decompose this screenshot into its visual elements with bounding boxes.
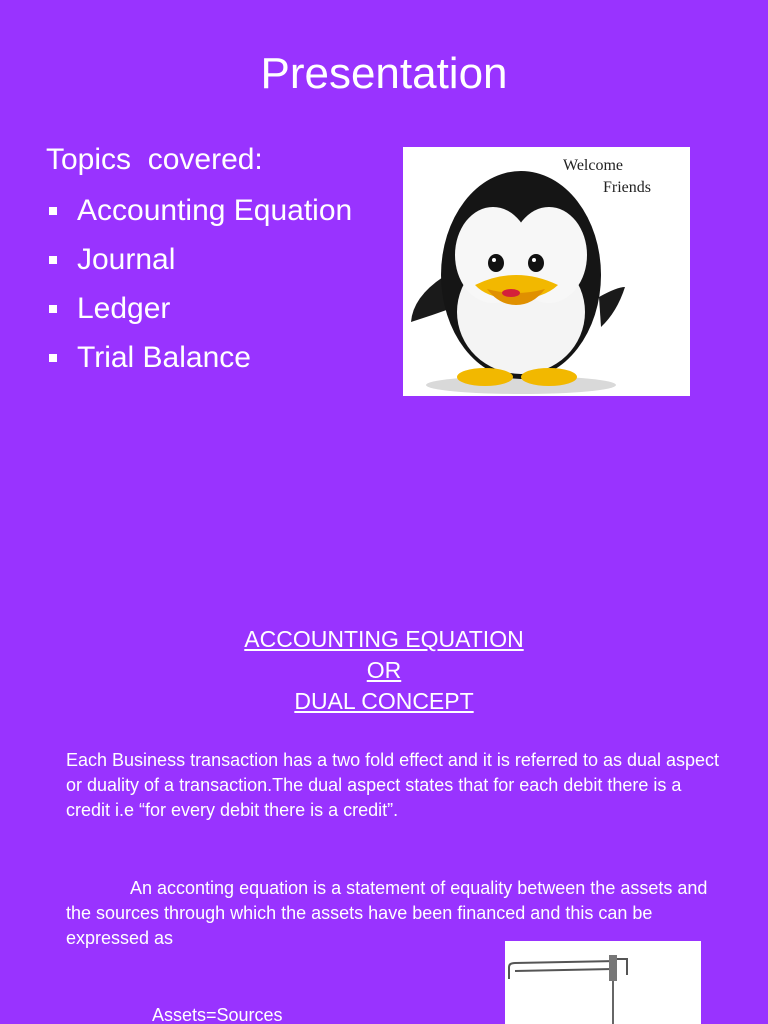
topics-list [46,186,352,382]
square-bullet-icon [49,207,57,215]
section-heading [0,624,768,717]
scale-icon [505,941,701,1024]
equation-formula: Assets=Sources [152,1005,283,1024]
topic-label: Accounting Equation [77,194,353,227]
welcome-line: Welcome [563,157,624,174]
list-item [46,186,352,235]
square-bullet-icon [49,305,57,313]
square-bullet-icon [49,354,57,362]
heading-line: DUAL CONCEPT [294,688,474,714]
topic-label: Ledger [77,292,171,325]
topic-label: Journal [77,243,176,276]
friends-line: Friends [603,179,651,196]
list-item [46,333,352,382]
heading-line: ACCOUNTING EQUATION [244,626,524,652]
dual-aspect-paragraph: Each Business transaction has a two fold effect and it is referred to as dual aspect or duality of a transaction.The dual aspect states that for each debit there is a credit i.e “for every debit there is a credit”. [66,750,720,820]
topics-heading: Topics covered: [46,143,263,176]
heading-line: OR [366,657,402,683]
list-item [46,235,352,284]
equation-paragraph: An acconting equation is a statement of equality between the assets and the sources through which the assets have been financed and this can be expressed as [66,878,708,948]
welcome-caption [563,155,651,199]
square-bullet-icon [49,256,57,264]
list-item [46,284,352,333]
topic-label: Trial Balance [77,341,251,374]
balance-scale-image [505,941,701,1024]
slide-title: Presentation [260,49,508,98]
penguin-image [403,147,690,396]
